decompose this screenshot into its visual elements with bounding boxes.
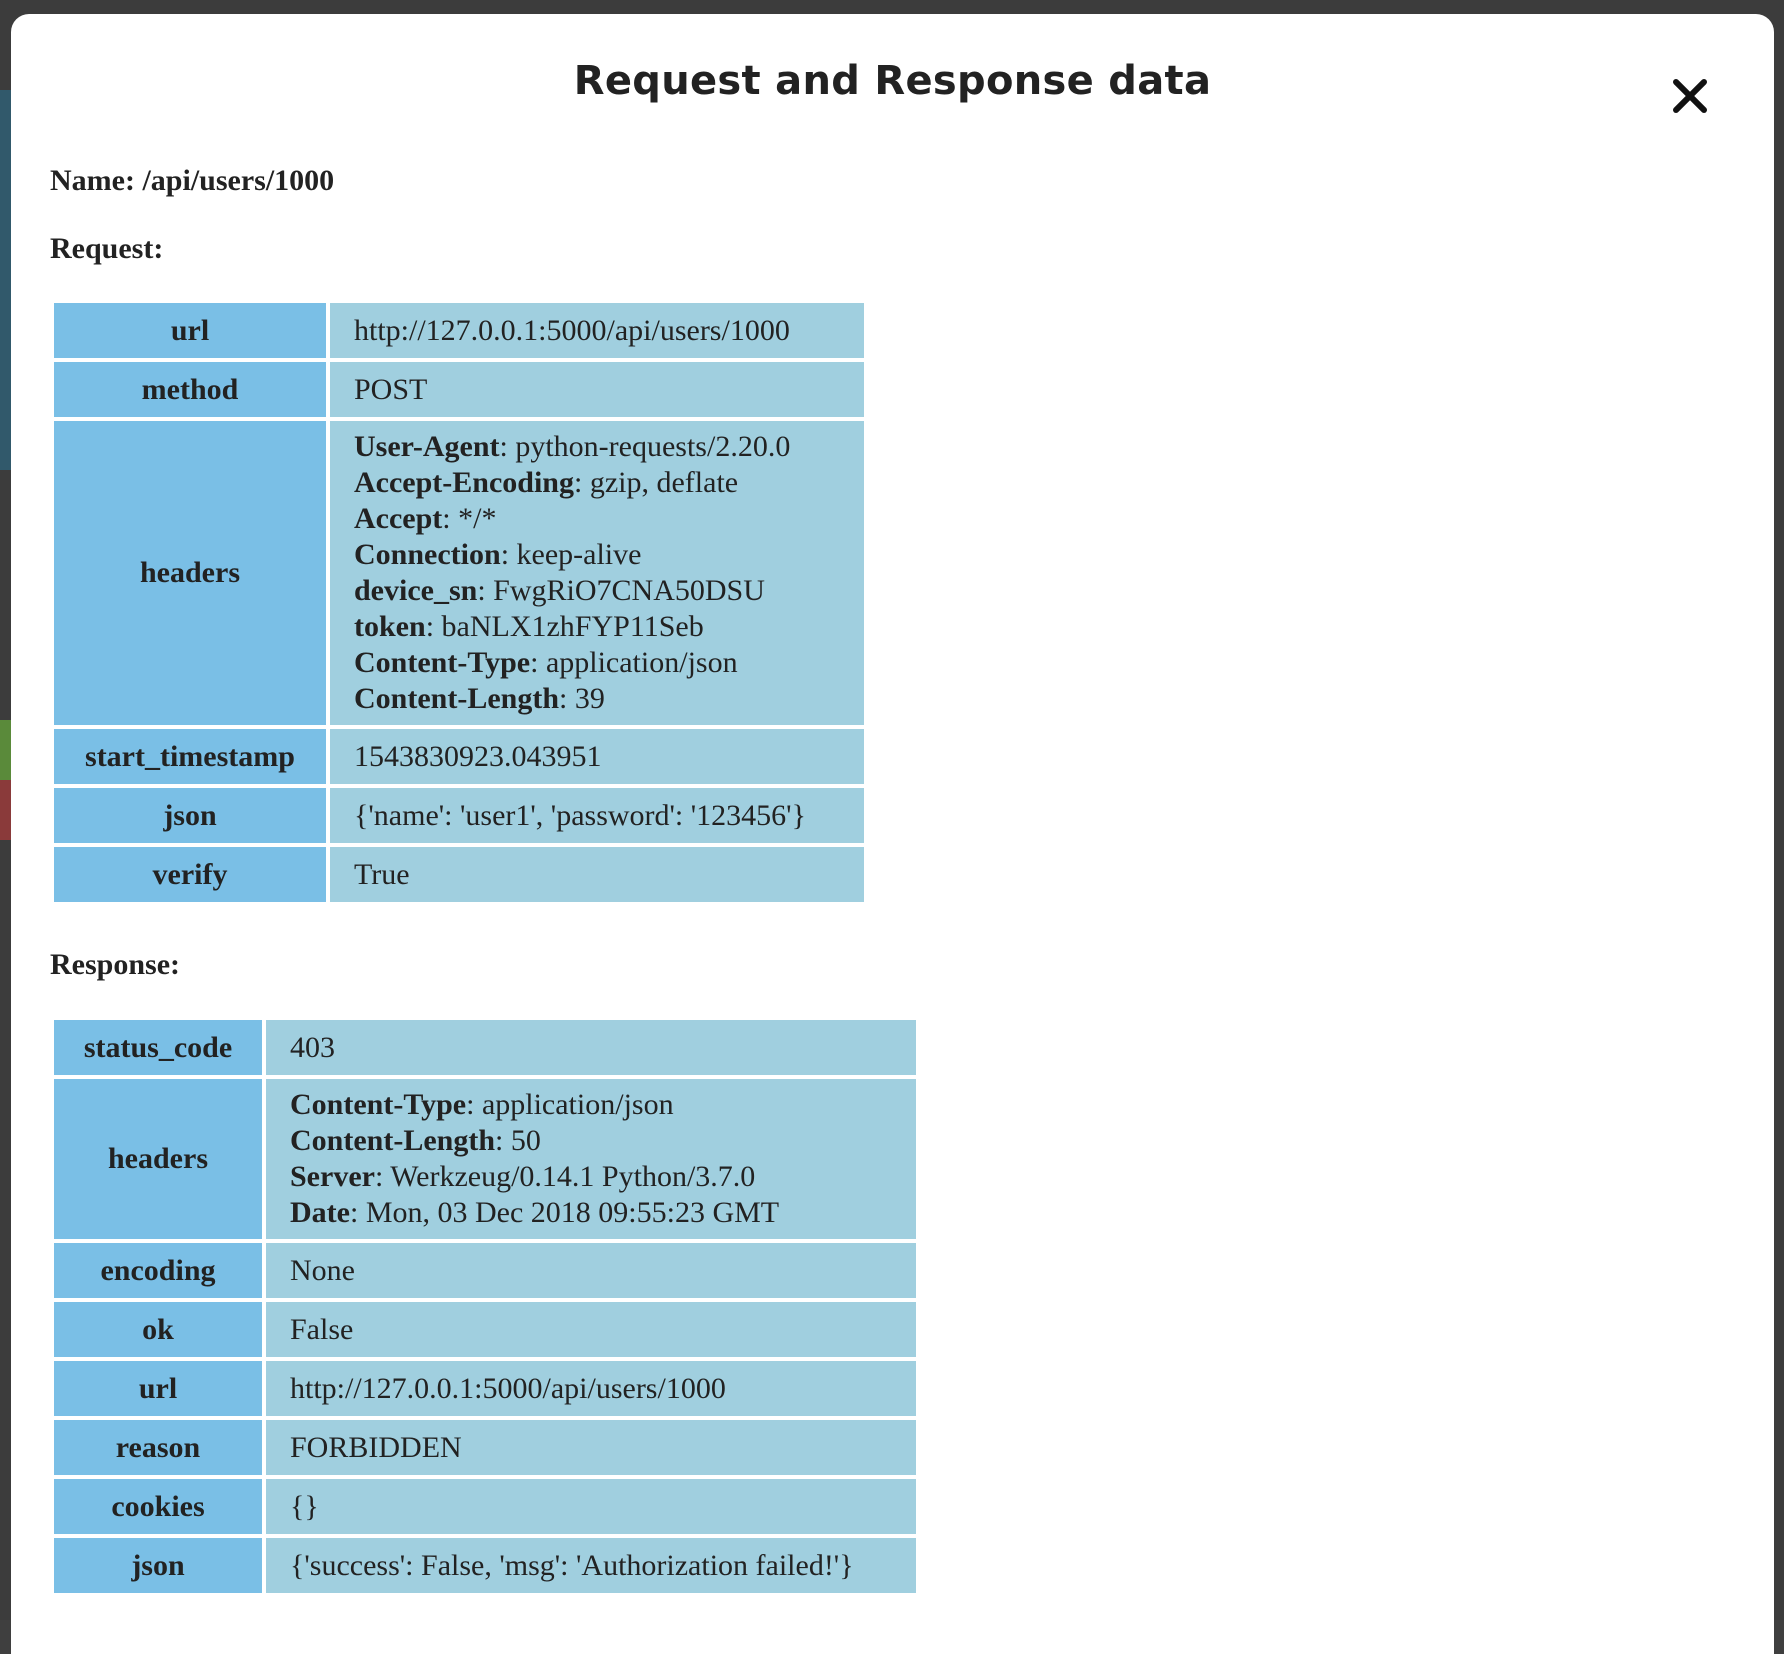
response-status-code-key: status_code — [54, 1020, 262, 1075]
response-json-value: {'success': False, 'msg': 'Authorization failed!'} — [266, 1538, 916, 1593]
header-value: : application/json — [530, 646, 738, 679]
header-name: User-Agent — [354, 430, 500, 463]
header-value: : application/json — [466, 1088, 674, 1121]
response-url-key: url — [54, 1361, 262, 1416]
close-icon — [1668, 74, 1712, 118]
header-name: Content-Type — [354, 646, 531, 679]
request-start-timestamp-key: start_timestamp — [54, 729, 326, 784]
header-name: device_sn — [354, 574, 478, 607]
request-table — [50, 299, 868, 906]
table-row — [54, 1361, 916, 1416]
header-name: Content-Type — [290, 1088, 467, 1121]
request-method-key: method — [54, 362, 326, 417]
request-section-label: Request: — [50, 232, 164, 265]
response-reason-key: reason — [54, 1420, 262, 1475]
header-line — [354, 537, 840, 573]
header-name: Accept-Encoding — [354, 466, 574, 499]
close-button[interactable] — [1668, 74, 1712, 118]
table-row — [54, 1420, 916, 1475]
header-line — [354, 573, 840, 609]
request-url-value: http://127.0.0.1:5000/api/users/1000 — [330, 303, 864, 358]
request-verify-key: verify — [54, 847, 326, 902]
header-value: : 50 — [495, 1124, 541, 1157]
response-ok-key: ok — [54, 1302, 262, 1357]
table-row — [54, 1538, 916, 1593]
table-row — [54, 1079, 916, 1239]
header-name: Accept — [354, 502, 443, 535]
header-line — [354, 609, 840, 645]
header-line — [290, 1159, 892, 1195]
request-response-modal — [11, 14, 1774, 1654]
response-cookies-value: {} — [266, 1479, 916, 1534]
request-url-key: url — [54, 303, 326, 358]
header-value: : */* — [442, 502, 497, 535]
header-value: : Werkzeug/0.14.1 Python/3.7.0 — [374, 1160, 756, 1193]
header-line — [354, 645, 840, 681]
request-start-timestamp-value: 1543830923.043951 — [330, 729, 864, 784]
header-name: Server — [290, 1160, 375, 1193]
header-name: token — [354, 610, 426, 643]
header-value: : baNLX1zhFYP11Seb — [425, 610, 704, 643]
request-verify-value: True — [330, 847, 864, 902]
request-headers-key: headers — [54, 421, 326, 725]
header-name: Connection — [354, 538, 501, 571]
table-row — [54, 788, 864, 843]
table-row — [54, 1243, 916, 1298]
header-value: : 39 — [559, 682, 605, 715]
response-section-label: Response: — [50, 948, 181, 981]
header-value: : Mon, 03 Dec 2018 09:55:23 GMT — [349, 1196, 780, 1229]
header-value: : python-requests/2.20.0 — [499, 430, 791, 463]
response-table — [50, 1016, 920, 1597]
response-encoding-value: None — [266, 1243, 916, 1298]
table-row — [54, 421, 864, 725]
header-line — [290, 1087, 892, 1123]
request-name: Name: /api/users/1000 — [50, 164, 335, 197]
header-line — [354, 681, 840, 717]
request-json-value: {'name': 'user1', 'password': '123456'} — [330, 788, 864, 843]
table-row — [54, 1020, 916, 1075]
header-name: Content-Length — [354, 682, 560, 715]
header-value: : FwgRiO7CNA50DSU — [477, 574, 765, 607]
request-method-value: POST — [330, 362, 864, 417]
modal-title: Request and Response data — [573, 58, 1212, 104]
header-line — [354, 465, 840, 501]
header-line — [354, 501, 840, 537]
response-reason-value: FORBIDDEN — [266, 1420, 916, 1475]
request-headers-value — [330, 421, 864, 725]
header-line — [290, 1195, 892, 1231]
request-json-key: json — [54, 788, 326, 843]
response-encoding-key: encoding — [54, 1243, 262, 1298]
header-value: : gzip, deflate — [574, 466, 739, 499]
response-headers-value — [266, 1079, 916, 1239]
header-value: : keep-alive — [500, 538, 642, 571]
response-ok-value: False — [266, 1302, 916, 1357]
table-row — [54, 303, 864, 358]
header-name: Content-Length — [290, 1124, 496, 1157]
table-row — [54, 1302, 916, 1357]
header-name: Date — [290, 1196, 350, 1229]
response-status-code-value: 403 — [266, 1020, 916, 1075]
response-url-value: http://127.0.0.1:5000/api/users/1000 — [266, 1361, 916, 1416]
response-cookies-key: cookies — [54, 1479, 262, 1534]
table-row — [54, 729, 864, 784]
response-json-key: json — [54, 1538, 262, 1593]
table-row — [54, 1479, 916, 1534]
response-headers-key: headers — [54, 1079, 262, 1239]
header-line — [290, 1123, 892, 1159]
table-row — [54, 362, 864, 417]
header-line — [354, 429, 840, 465]
table-row — [54, 847, 864, 902]
